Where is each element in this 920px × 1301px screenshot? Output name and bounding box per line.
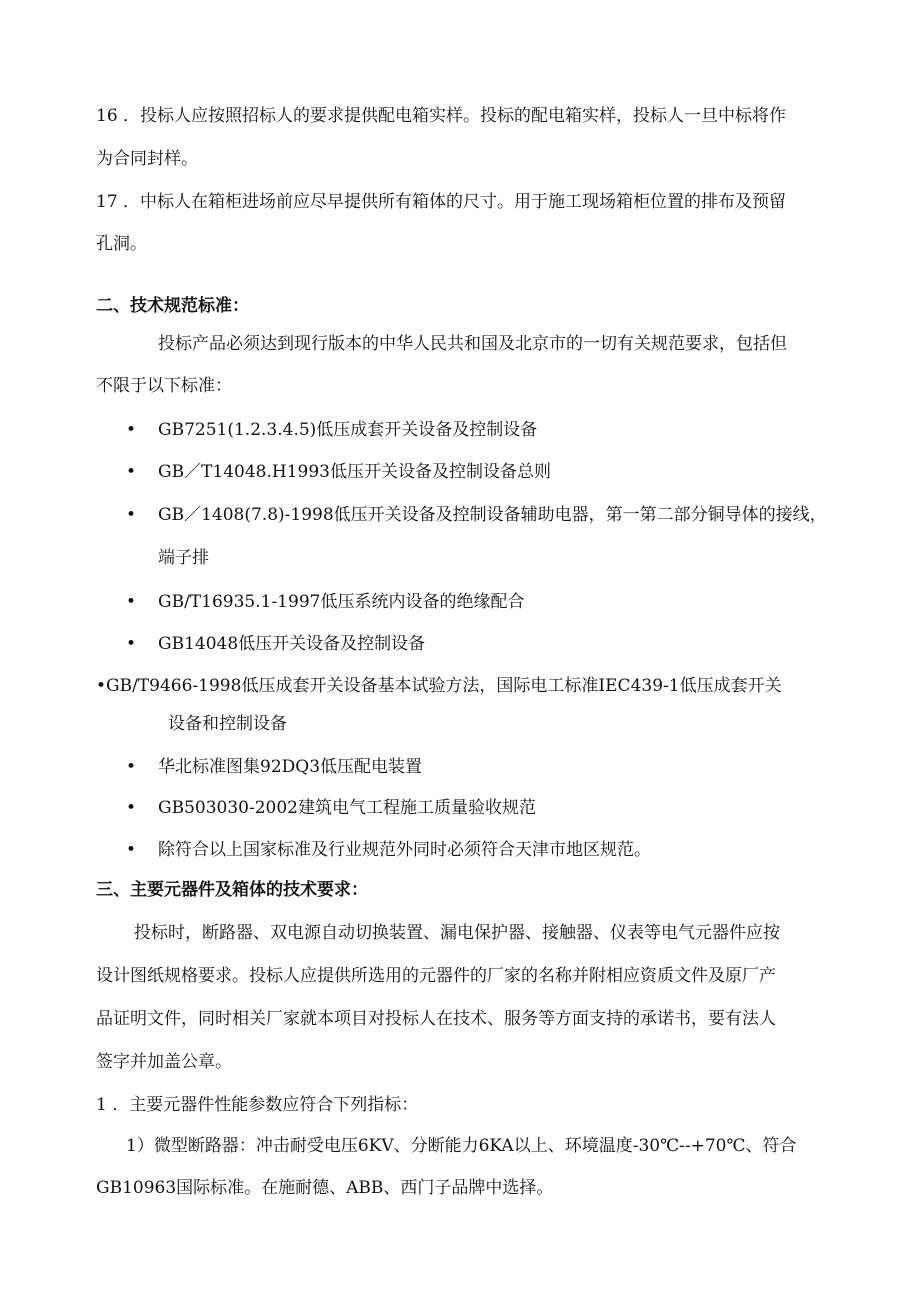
item-17-line-2: 孔洞。 — [96, 234, 147, 254]
bullet-icon: • — [126, 505, 137, 525]
section-3-heading: 三、主要元器件及箱体的技术要求： — [96, 880, 368, 900]
standard-item: GB/T16935.1-1997低压系统内设备的绝缘配合 — [158, 592, 525, 612]
standard-item: GB7251(1.2.3.4.5)低压成套开关设备及控制设备 — [158, 420, 538, 440]
section-3-para-line-3: 品证明文件，同时相关厂家就本项目对投标人在技术、服务等方面支持的承诺书，要有法人 — [96, 1009, 776, 1029]
standard-item: 除符合以上国家标准及行业规范外同时必须符合天津市地区规范。 — [158, 840, 651, 860]
section-3-para-line-1: 投标时，断路器、双电源自动切换装置、漏电保护器、接触器、仪表等电气元器件应按 — [134, 923, 780, 943]
standard-item: 华北标准图集92DQ3低压配电装置 — [158, 757, 423, 777]
bullet-icon: • — [126, 420, 137, 440]
standard-item-continuation: 端子排 — [158, 548, 209, 568]
section-2-heading: 二、技术规范标准： — [96, 296, 249, 316]
bullet-icon: • — [126, 634, 137, 654]
standard-item-continuation: 设备和控制设备 — [168, 714, 287, 734]
bullet-icon: • — [126, 462, 137, 482]
bullet-icon: • — [126, 840, 137, 860]
bullet-icon: • — [126, 798, 137, 818]
section-3-para-line-2: 设计图纸规格要求。投标人应提供所选用的元器件的厂家的名称并附相应资质文件及原厂产 — [96, 966, 776, 986]
standard-item: GB／1408(7.8)-1998低压开关设备及控制设备辅助电器，第一第二部分铜导体的接线， — [158, 505, 827, 525]
bullet-icon: • — [126, 757, 137, 777]
section-2-intro-line-1: 投标产品必须达到现行版本的中华人民共和国及北京市的一切有关规范要求，包括但 — [158, 334, 787, 354]
section-3-sub-1-line-1: 1）微型断路器：冲击耐受电压6KV、分断能力6KA以上、环境温度-30℃--+70℃、符合 — [126, 1136, 797, 1156]
section-3-item-1: 1 ．主要元器件性能参数应符合下列指标： — [96, 1095, 419, 1115]
bullet-icon: • — [126, 592, 137, 612]
standard-item: •GB/T9466-1998低压成套开关设备基本试验方法，国际电工标准IEC439-1低压成套开关 — [96, 676, 782, 696]
standard-item: GB／T14048.H1993低压开关设备及控制设备总则 — [158, 462, 551, 482]
item-16-line-2: 为合同封样。 — [96, 149, 198, 169]
section-2-intro-line-2: 不限于以下标准： — [96, 376, 232, 396]
item-17-line-1: 17 ．中标人在箱柜进场前应尽早提供所有箱体的尺寸。用于施工现场箱柜位置的排布及预留 — [96, 192, 787, 212]
section-3-sub-1-line-2: GB10963国际标准。在施耐德、ABB、西门子品牌中选择。 — [96, 1178, 554, 1198]
item-16-line-1: 16 ．投标人应按照招标人的要求提供配电箱实样。投标的配电箱实样，投标人一旦中标将作 — [96, 106, 787, 126]
section-3-para-line-4: 签字并加盖公章。 — [96, 1052, 232, 1072]
standard-item: GB14048低压开关设备及控制设备 — [158, 634, 426, 654]
standard-item: GB503030-2002建筑电气工程施工质量验收规范 — [158, 798, 536, 818]
